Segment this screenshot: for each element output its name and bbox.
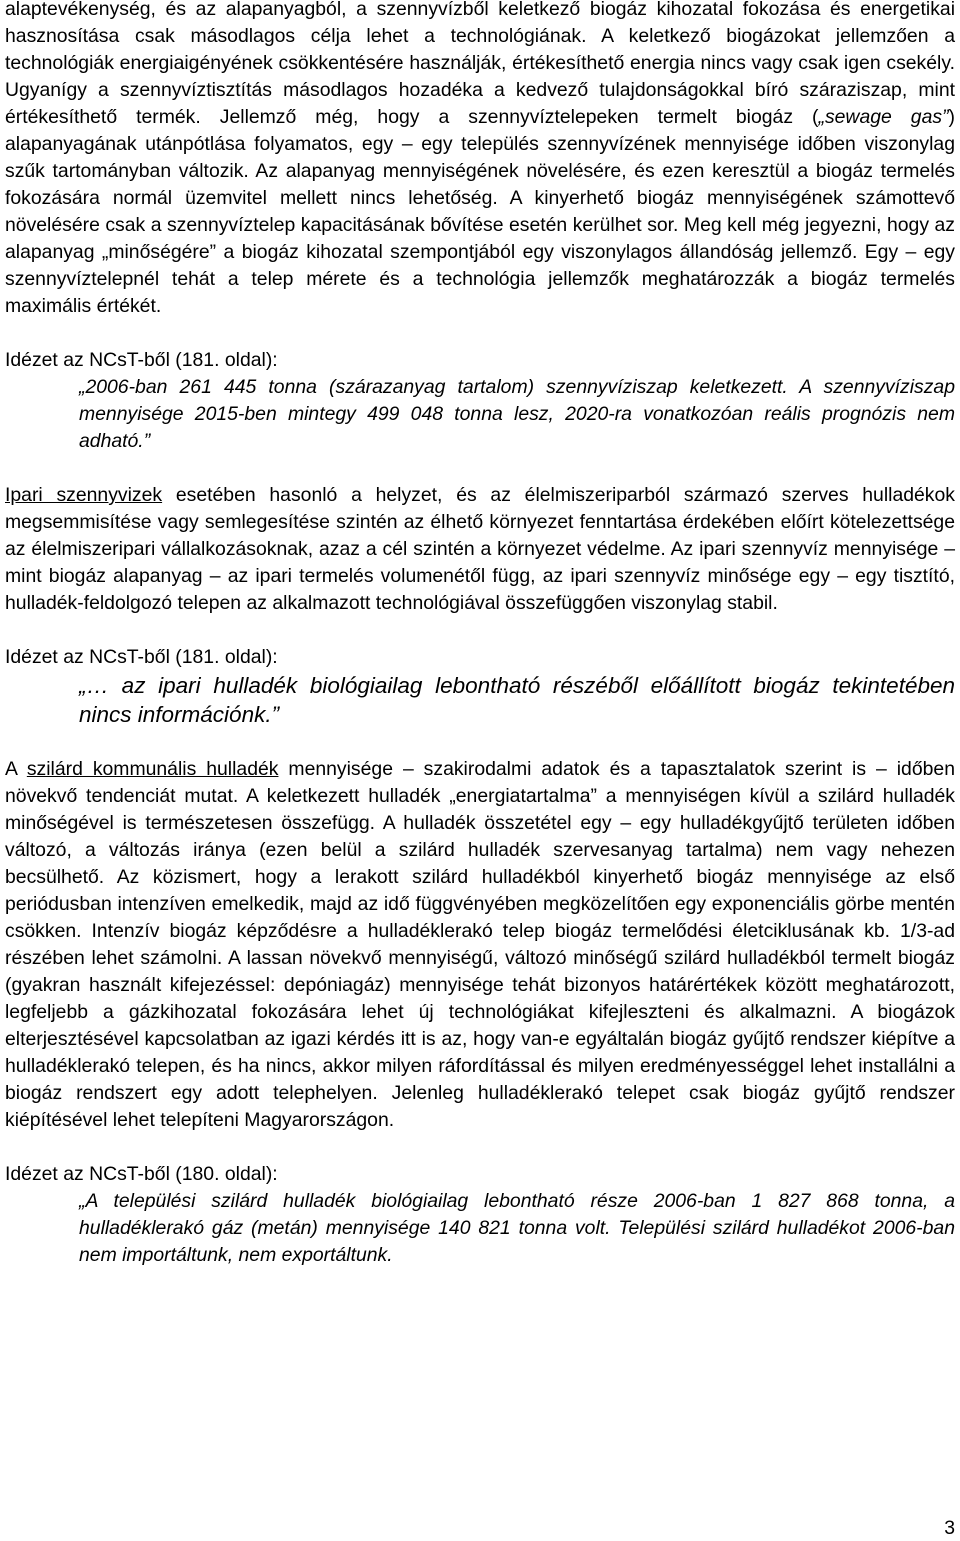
paragraph-solid-waste <box>5 756 955 1134</box>
citation-quote-2: „… az ipari hulladék biológiailag lebontható részéből előállított biogáz tekintetében nincs információnk.” <box>79 673 955 727</box>
sewage-gas-term: „sewage gas” <box>818 106 949 128</box>
industrial-wastewater-term: Ipari szennyvizek <box>5 484 163 506</box>
page-number: 3 <box>944 1517 955 1539</box>
citation-quote-1: „2006-ban 261 445 tonna (szárazanyag tartalom) szennyvíziszap keletkezett. A szennyvíziszap mennyisége 2015-ben mintegy 499 048 tonna lesz, 2020-ra vonatkozóan reális prognózis nem adható.” <box>79 376 955 452</box>
paragraph-industrial <box>5 482 955 617</box>
citation-quote-3: „A települési szilárd hulladék biológiailag lebontható része 2006-ban 1 827 868 tonna, a hulladéklerakó gáz (metán) mennyisége 140 821 tonna volt. Települési szilárd hulladékot 2006-ban nem importáltunk, nem exportáltunk. <box>79 1190 955 1266</box>
paragraph-solid-waste-prefix: A <box>5 758 27 780</box>
paragraph-sewage <box>5 0 955 320</box>
paragraph-solid-waste-text: mennyisége – szakirodalmi adatok és a tapasztalatok szerint is – időben növekvő tendenciát mutat. A keletkezett hulladék „energiatartalma” a mennyiségen kívül a szilárd hulladék minőségével is természetesen összefügg. A hulladék összetétel egy – egy hulladékgyűjtő területen időben változó, a változás iránya (ezen belül a szilárd hulladék szervesanyag tartalma) nem vagy nehezen becsülhető. Az közismert, hogy a lerakott szilárd hulladékból kinyerhető biogáz mennyisége az első periódusban intenzíven emelkedik, majd az idő függvényében megközelítően egy exponenciális görbe mentén csökken. Intenzív biogáz képződésre a hulladéklerakó telep biogáz termelődési életciklusának kb. 1/3-ad részében lehet számolni. A lassan növekvő mennyiségű, változó minőségű szilárd hulladékból termelt biogáz (gyakran használt kifejezéssel: depóniagáz) mennyisége tehát bizonyos határértékek között meghatározott, legfeljebb a gázkihozatal fokozására lehet új technológiákat kifejleszteni és alkalmazni. A biogázok elterjesztésével kapcsolatban az igazi kérdés itt is az, hogy van-e egyáltalán biogáz gyűjtő rendszer kiépítve a hulladéklerakó telepen, és ha nincs, akkor milyen ráfordítással és milyen eredményességgel lehet installálni a biogáz rendszert egy adott telephelyen. Jelenleg hulladéklerakó telepet csak biogáz gyűjtő rendszer kiépítésével lehet telepíteni Magyarországon. <box>5 758 955 1131</box>
citation-intro-1: Idézet az NCsT-ből (181. oldal): <box>5 349 278 371</box>
spacer <box>5 1134 955 1161</box>
citation-intro-3: Idézet az NCsT-ből (180. oldal): <box>5 1163 278 1185</box>
spacer <box>5 617 955 644</box>
citation-intro-2: Idézet az NCsT-ből (181. oldal): <box>5 646 278 668</box>
solid-waste-term: szilárd kommunális hulladék <box>26 758 279 780</box>
paragraph-sewage-text-a: alaptevékenység, és az alapanyagból, a szennyvízből keletkező biogáz kihozatal fokozása és energetikai hasznosítása csak másodlagos célja lehet a technológiának. A keletkező biogázokat jellemzően a technológiák energiaigényének csökkentésére használják, értékesíthető energia nincs vagy csak igen csekély. Ugyanígy a szennyvíztisztítás másodlagos hozadéka a kedvező tulajdonságokkal bíró száraziszap, mint értékesíthető termék. Jellemző még, hogy a szennyvíztelepeken termelt biogáz ( <box>5 0 955 128</box>
paragraph-sewage-text-b: ) alapanyagának utánpótlása folyamatos, egy – egy település szennyvízének mennyisége időben viszonylag szűk tartományban változik. Az alapanyag mennyiségének növelésére, és ezen keresztül a biogáz termelés fokozására normál üzemvitel mellett nincs lehetőség. A kinyerhető biogáz mennyiségének számottevő növelésére csak a szennyvíztelep kapacitásának bővítése esetén kerülhet sor. Meg kell még jegyezni, hogy az alapanyag „minőségére” a biogáz kihozatal szempontjából egy viszonylagos állandóság jellemző. Egy – egy szennyvíztelepnél tehát a telep mérete és a technológia jellemzők meghatározzák a biogáz termelés maximális értékét. <box>5 106 955 317</box>
spacer <box>5 320 955 347</box>
spacer <box>5 729 955 756</box>
paragraph-industrial-text: esetében hasonló a helyzet, és az élelmiszeriparból származó szerves hulladékok megsemmisítése vagy semlegesítése szintén az élhető környezet fenntartása érdekében előírt kötelezettsége az élelmiszeripari vállalkozásoknak, azaz a cél szintén a környezet védelme. Az ipari szennyvíz mennyisége – mint biogáz alapanyag – az ipari termelés volumenétől függ, az ipari szennyvíz minősége egy – egy tisztító, hulladék-feldolgozó telepen az alkalmazott technológiával összefüggően viszonylag stabil. <box>5 484 955 614</box>
document-page <box>5 0 955 1269</box>
spacer <box>5 455 955 482</box>
